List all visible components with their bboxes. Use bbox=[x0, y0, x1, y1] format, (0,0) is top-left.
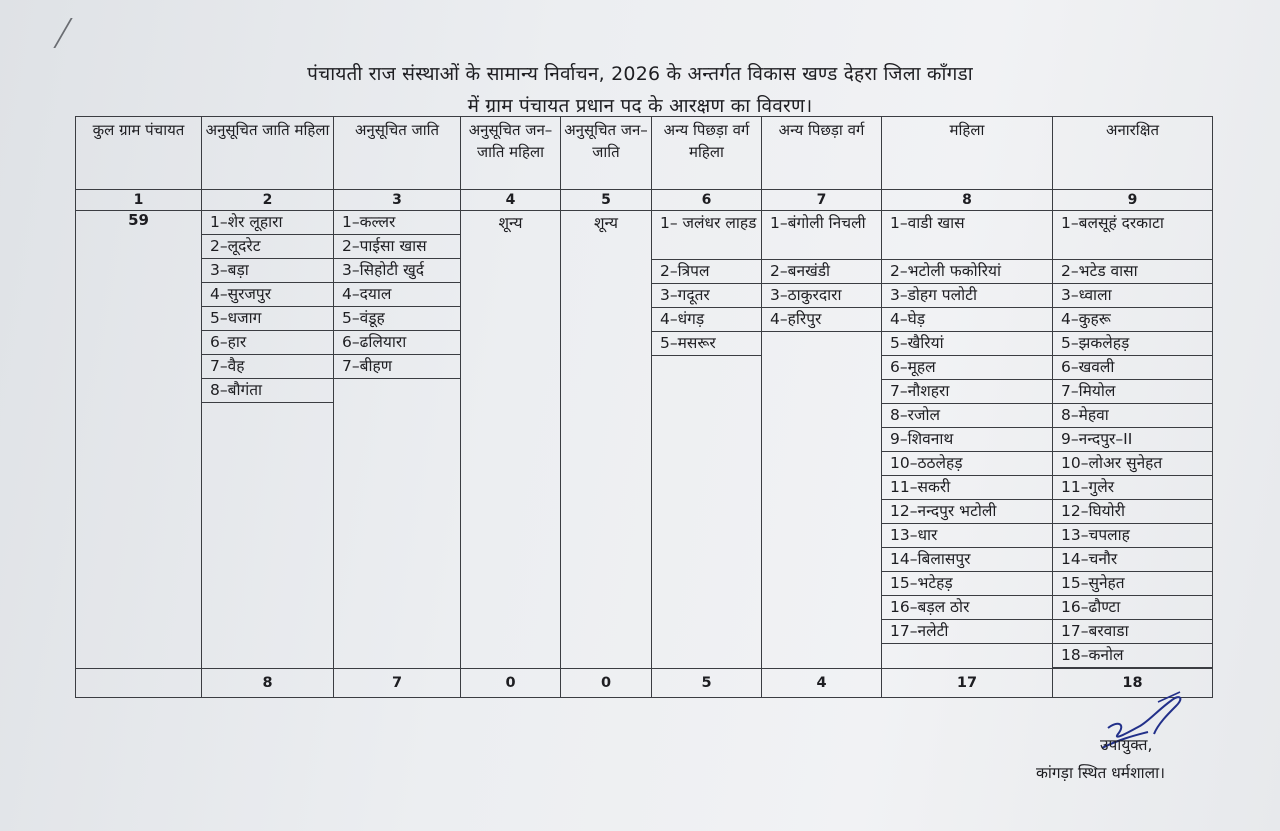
list-item: 14–बिलासपुर bbox=[882, 548, 1052, 572]
list-item: 16–बड़ल ठोर bbox=[882, 596, 1052, 620]
list-item: 1–बलसूहं दरकाटा bbox=[1053, 211, 1212, 260]
list-item: 8–मेहवा bbox=[1053, 404, 1212, 428]
list-item: 16–ढौण्टा bbox=[1053, 596, 1212, 620]
total-st-women: 0 bbox=[461, 669, 561, 698]
list-item: 1–वाडी खास bbox=[882, 211, 1052, 260]
list-item: 3–ध्वाला bbox=[1053, 284, 1212, 308]
column-number: 3 bbox=[334, 190, 461, 211]
sc-list bbox=[334, 211, 460, 379]
header-st-women: अनुसूचित जन–जाति महिला bbox=[461, 117, 561, 190]
list-item: 13–चपलाह bbox=[1053, 524, 1212, 548]
list-item: 3–गदूतर bbox=[652, 284, 761, 308]
list-item: 6–हार bbox=[202, 331, 333, 355]
list-item: 4–घेड़ bbox=[882, 308, 1052, 332]
women-cell bbox=[882, 211, 1053, 669]
signature-designation: उपायुक्त, bbox=[1100, 736, 1153, 754]
list-item: 8–रजोल bbox=[882, 404, 1052, 428]
list-item: 6–खवली bbox=[1053, 356, 1212, 380]
page-corner-mark bbox=[53, 18, 92, 48]
header-women: महिला bbox=[882, 117, 1053, 190]
list-item: 1–बंगोली निचली bbox=[762, 211, 881, 260]
list-item: 3–सिहोटी खुर्द bbox=[334, 259, 460, 283]
column-number: 2 bbox=[202, 190, 334, 211]
header-obc: अन्य पिछड़ा वर्ग bbox=[762, 117, 882, 190]
list-item: 10–लोअर सुनेहत bbox=[1053, 452, 1212, 476]
list-item: 2–त्रिपल bbox=[652, 260, 761, 284]
sc-women-list bbox=[202, 211, 333, 403]
list-item: 1– जलंधर लाहड bbox=[652, 211, 761, 260]
header-sc: अनुसूचित जाति bbox=[334, 117, 461, 190]
list-item: 17–बरवाडा bbox=[1053, 620, 1212, 644]
sc-women-cell bbox=[202, 211, 334, 669]
list-item: 6–मूहल bbox=[882, 356, 1052, 380]
list-item: 2–बनखंडी bbox=[762, 260, 881, 284]
column-number-row bbox=[76, 190, 1213, 211]
column-number: 7 bbox=[762, 190, 882, 211]
list-item: 11–गुलेर bbox=[1053, 476, 1212, 500]
header-st: अनुसूचित जन–जाति bbox=[561, 117, 652, 190]
list-item: 3–बड़ा bbox=[202, 259, 333, 283]
column-number: 4 bbox=[461, 190, 561, 211]
list-item: 9–शिवनाथ bbox=[882, 428, 1052, 452]
total-women: 17 bbox=[882, 669, 1053, 698]
total-sc: 7 bbox=[334, 669, 461, 698]
list-item: 7–मियोल bbox=[1053, 380, 1212, 404]
totals-row bbox=[76, 669, 1213, 698]
obc-women-list bbox=[652, 211, 761, 356]
header-total: कुल ग्राम पंचायत bbox=[76, 117, 202, 190]
total-unreserved: 18 bbox=[1053, 669, 1213, 698]
list-item: 10–ठठलेहड़ bbox=[882, 452, 1052, 476]
header-row bbox=[76, 117, 1213, 190]
st-women-value: शून्य bbox=[461, 211, 561, 669]
list-item: 4–सुरजपुर bbox=[202, 283, 333, 307]
column-number: 8 bbox=[882, 190, 1053, 211]
st-value: शून्य bbox=[561, 211, 652, 669]
obc-cell bbox=[762, 211, 882, 669]
list-item: 1–शेर लूहारा bbox=[202, 211, 333, 235]
list-item: 5–मसरूर bbox=[652, 332, 761, 356]
list-item: 7–बीहण bbox=[334, 355, 460, 379]
obc-list bbox=[762, 211, 881, 332]
list-item: 7–नौशहरा bbox=[882, 380, 1052, 404]
reservation-table bbox=[75, 116, 1213, 698]
list-item: 5–झकलेहड़ bbox=[1053, 332, 1212, 356]
women-list bbox=[882, 211, 1052, 644]
list-item: 12–घियोरी bbox=[1053, 500, 1212, 524]
list-item: 12–नन्दपुर भटोली bbox=[882, 500, 1052, 524]
unreserved-list bbox=[1053, 211, 1212, 668]
list-item: 3–ठाकुरदारा bbox=[762, 284, 881, 308]
list-item: 4–हरिपुर bbox=[762, 308, 881, 332]
list-item: 4–कुहरू bbox=[1053, 308, 1212, 332]
list-item: 1–कल्लर bbox=[334, 211, 460, 235]
list-item: 5–धजाग bbox=[202, 307, 333, 331]
list-item: 2–भटेड वासा bbox=[1053, 260, 1212, 284]
list-item: 5–वंडूह bbox=[334, 307, 460, 331]
total-obc-women: 5 bbox=[652, 669, 762, 698]
total-obc: 4 bbox=[762, 669, 882, 698]
header-unreserved: अनारक्षित bbox=[1053, 117, 1213, 190]
header-obc-women: अन्य पिछड़ा वर्ग महिला bbox=[652, 117, 762, 190]
total-st: 0 bbox=[561, 669, 652, 698]
document-title-line-2: में ग्राम पंचायत प्रधान पद के आरक्षण का विवरण। bbox=[467, 95, 813, 117]
body-row bbox=[76, 211, 1213, 669]
column-number: 9 bbox=[1053, 190, 1213, 211]
list-item: 3–डोहग पलोटी bbox=[882, 284, 1052, 308]
column-number: 1 bbox=[76, 190, 202, 211]
list-item: 4–दयाल bbox=[334, 283, 460, 307]
document-title-line-1: पंचायती राज संस्थाओं के सामान्य निर्वाचन, 2026 के अन्तर्गत विकास खण्ड देहरा जिला काँगडा bbox=[307, 63, 973, 85]
list-item: 15–भटेहड़ bbox=[882, 572, 1052, 596]
list-item: 4–धंगड़ bbox=[652, 308, 761, 332]
list-item: 9–नन्दपुर–II bbox=[1053, 428, 1212, 452]
signature-office: कांगड़ा स्थित धर्मशाला। bbox=[1036, 764, 1166, 782]
total-sc-women: 8 bbox=[202, 669, 334, 698]
total-gram-panchayat: 59 bbox=[76, 211, 202, 669]
list-item: 8–बौगंता bbox=[202, 379, 333, 403]
totals-blank bbox=[76, 669, 202, 698]
obc-women-cell bbox=[652, 211, 762, 669]
list-item: 17–नलेटी bbox=[882, 620, 1052, 644]
unreserved-cell bbox=[1053, 211, 1213, 669]
list-item: 13–धार bbox=[882, 524, 1052, 548]
header-sc-women: अनुसूचित जाति महिला bbox=[202, 117, 334, 190]
list-item: 14–चनौर bbox=[1053, 548, 1212, 572]
column-number: 6 bbox=[652, 190, 762, 211]
list-item: 2–लूदरेट bbox=[202, 235, 333, 259]
list-item: 18–कनोल bbox=[1053, 644, 1212, 668]
list-item: 11–सकरी bbox=[882, 476, 1052, 500]
column-number: 5 bbox=[561, 190, 652, 211]
sc-cell bbox=[334, 211, 461, 669]
list-item: 15–सुनेहत bbox=[1053, 572, 1212, 596]
list-item: 5–खैरियां bbox=[882, 332, 1052, 356]
list-item: 6–ढलियारा bbox=[334, 331, 460, 355]
list-item: 2–भटोली फकोरियां bbox=[882, 260, 1052, 284]
list-item: 2–पाईसा खास bbox=[334, 235, 460, 259]
list-item: 7–वैह bbox=[202, 355, 333, 379]
